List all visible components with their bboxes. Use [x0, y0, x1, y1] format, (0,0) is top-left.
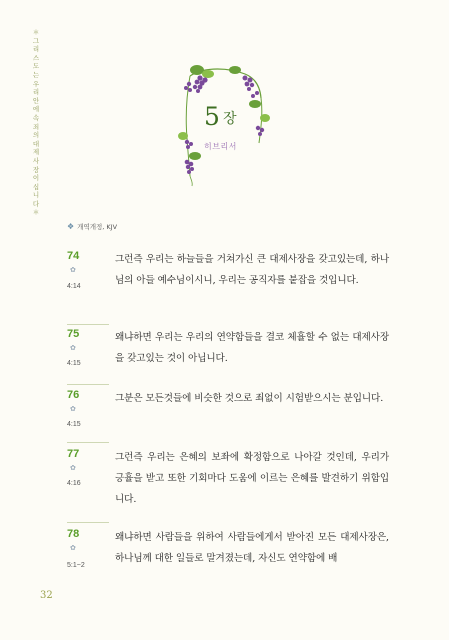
verse-number: 76 [67, 389, 80, 401]
verse-divider [67, 442, 109, 443]
verse-divider [67, 384, 109, 385]
verse-divider [67, 522, 109, 523]
side-running-title: ＊그리스도는 우리 안에 속죄의 대제사장이십니다＊ [32, 28, 40, 217]
book-icon: ❖ [67, 222, 75, 231]
verse-item [67, 448, 387, 508]
verse-item [67, 528, 387, 578]
verse-text: 왜냐하면 사람들을 위하여 사람들에게서 받아진 모든 대제사장은, 하나님께 대한 일들로 말겨졌는데, 자신도 연약함에 배 [115, 532, 389, 564]
verse-number: 78 [67, 528, 80, 540]
verse-reference: 5:1~2 [67, 562, 85, 569]
verse-number: 75 [67, 328, 80, 340]
chapter-number: 5 [204, 102, 220, 131]
verse-marker-icon: ✿ [70, 464, 76, 472]
page-number: 32 [40, 590, 53, 601]
verse-number: 74 [67, 250, 80, 262]
verse-item [67, 328, 387, 373]
chapter-suffix: 장 [223, 111, 237, 127]
verse-reference: 4:16 [67, 480, 81, 487]
verse-marker-icon: ✿ [70, 344, 76, 352]
verse-marker-icon: ✿ [70, 266, 76, 274]
verse-reference: 4:14 [67, 283, 81, 290]
verse-item [67, 250, 387, 310]
verse-reference: 4:15 [67, 360, 81, 367]
verse-marker-icon: ✿ [70, 544, 76, 552]
book-name: 히브리서 [204, 142, 237, 151]
verse-reference: 4:15 [67, 421, 81, 428]
verse-text: 왜냐하면 우리는 우리의 연약함들을 결코 체휼할 수 없는 대제사장을 갖고있는 것이 아닙니다. [115, 332, 389, 364]
verse-item [67, 389, 387, 429]
verse-number: 77 [67, 448, 80, 460]
verse-text: 그런즉 우리는 은혜의 보좌에 확정함으로 나아갈 것인데, 우리가 긍휼을 받고 또한 기회마다 도움에 이르는 은혜를 발견하기 위함입니다. [115, 452, 389, 505]
version-note [67, 222, 117, 231]
version-note-text: 개역개정, KJV [77, 223, 118, 231]
verse-text: 그분은 모든것들에 비슷한 것으로 죄없이 시험받으시는 분입니다. [115, 393, 384, 404]
verse-marker-icon: ✿ [70, 405, 76, 413]
verse-text: 그런즉 우리는 하늘들을 거쳐가신 큰 대제사장을 갖고있는데, 하나님의 아들 예수님이시니, 우리는 공직자를 붙잡을 것입니다. [115, 254, 389, 286]
verse-divider [67, 324, 109, 325]
